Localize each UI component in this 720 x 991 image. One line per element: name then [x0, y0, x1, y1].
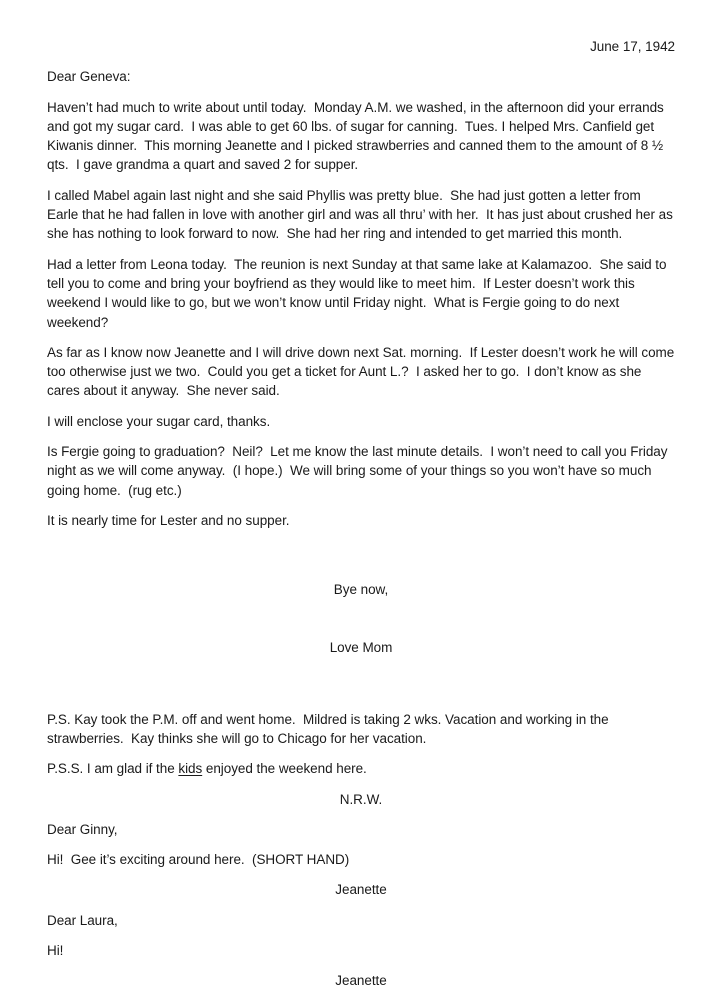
body-paragraph-3: Had a letter from Leona today. The reunion is next Sunday at that same lake at Kalamazoo. She said to tell you to come and bring your boyfriend as they would like to meet him. If Lester doesn’t work this weekend I would like to go, but we won’t know until Friday night. What is Fergie going to do next weekend? — [47, 256, 671, 330]
letter-date: June 17, 1942 — [590, 39, 675, 54]
ps-paragraph: P.S. Kay took the P.M. off and went home. Mildred is taking 2 wks. Vacation and working in the strawberries. Kay thinks she will go to Chicago for her vacation. — [47, 711, 613, 746]
pss-text-before: P.S.S. I am glad if the — [47, 761, 179, 777]
pss-underlined-word: kids — [178, 761, 203, 777]
closing-line-2: Love Mom — [329, 639, 393, 655]
writer-initials: N.R.W. — [339, 791, 383, 807]
body-paragraph-7: It is nearly time for Lester and no supper. — [47, 512, 290, 528]
laura-signature: Jeanette — [335, 973, 387, 989]
body-paragraph-4: As far as I know now Jeanette and I will drive down next Sat. morning. If Lester doesn’t work he will come too otherwise just we two. Could you get a ticket for Aunt L.? I asked her to go. I don’t know as she cares about it anyway. She never said. — [47, 344, 678, 399]
body-paragraph-6: Is Fergie going to graduation? Neil? Let me know the last minute details. I won’t need to call you Friday night as we will come anyway. (I hope.) We will bring some of your things so you won’t have so much going home. (rug etc.) — [47, 444, 672, 498]
salutation-laura: Dear Laura, — [47, 912, 118, 928]
ginny-signature: Jeanette — [335, 882, 387, 898]
closing-block — [47, 541, 675, 695]
ginny-message: Hi! Gee it’s exciting around here. (SHORT HAND) — [47, 852, 350, 868]
body-paragraph-5: I will enclose your sugar card, thanks. — [47, 413, 271, 429]
pss-text-after: enjoyed the weekend here. — [202, 761, 367, 777]
body-paragraph-1: Haven’t had much to write about until today. Monday A.M. we washed, in the afternoon did your errands and got my sugar card. I was able to get 60 lbs. of sugar for canning. Tues. I helped Mrs. Canfield get Kiwanis dinner. This morning Jeanette and I picked strawberries and canned them to the amount of 8 ½ qts. I gave grandma a quart and saved 2 for supper. — [47, 99, 668, 173]
laura-message: Hi! — [47, 942, 64, 958]
pss-paragraph — [47, 759, 675, 778]
salutation-geneva: Dear Geneva: — [47, 69, 131, 85]
closing-line-1: Bye now, — [333, 581, 389, 597]
body-paragraph-2: I called Mabel again last night and she said Phyllis was pretty blue. She had just gotten a letter from Earle that he had fallen in love with another girl and was all thru’ with her. It has just about crushed her as she has nothing to look forward to now. She had her ring and intended to get married this month. — [47, 187, 677, 242]
salutation-ginny: Dear Ginny, — [47, 821, 118, 837]
